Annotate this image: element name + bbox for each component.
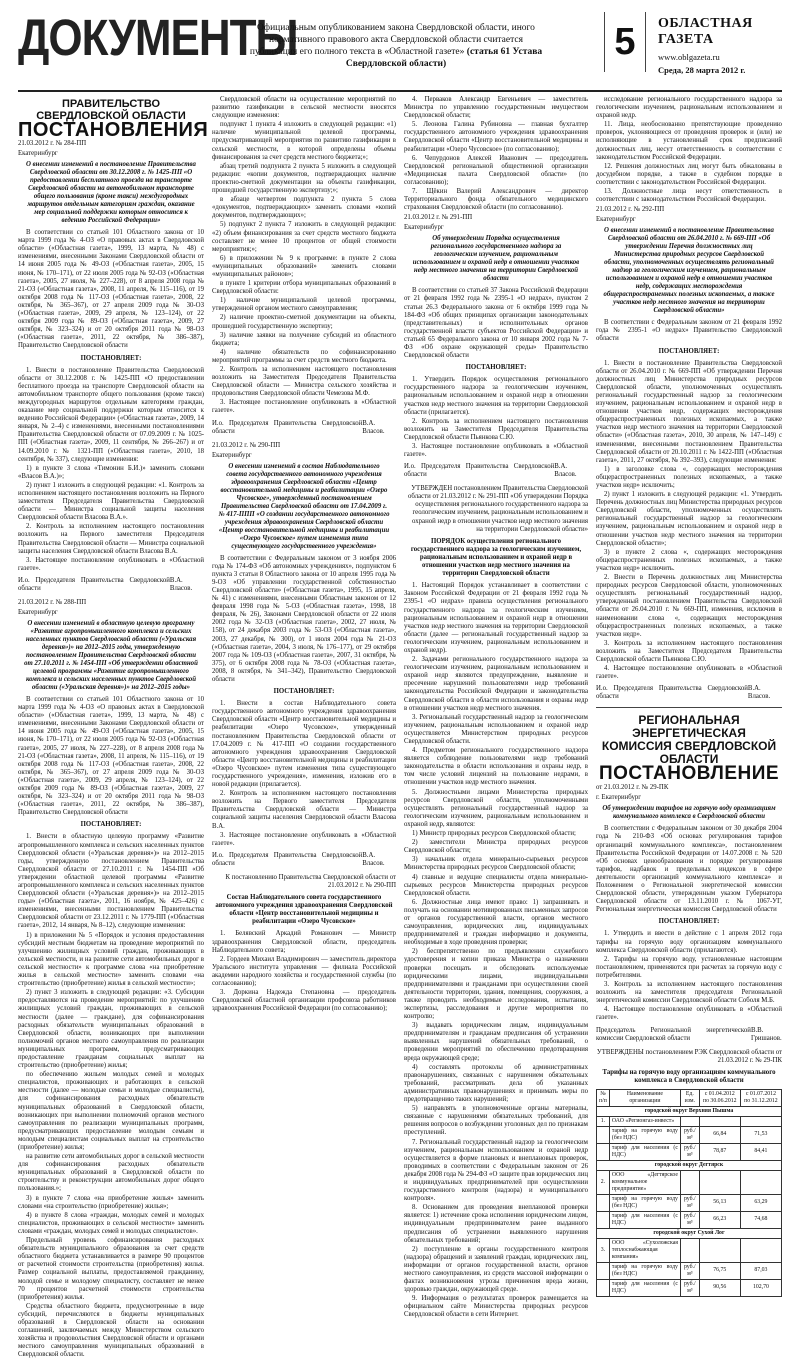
masthead <box>658 16 782 75</box>
paragraph: 1) в пункте 3 слова «Тимонин Б.И.)» заменить словами «Власов В.А.)»; <box>18 464 204 480</box>
table-cell: руб./м³ <box>680 1126 699 1143</box>
paragraph: 3) в пункте 7 слова «на приобретение жилья» заменить словами «на строительство (приобретение) жилья»; <box>18 1194 204 1210</box>
table-cell <box>597 1194 610 1211</box>
doc-title: О внесении изменений в постановление Правительства Свердловской области от 30.12.2008 г. № 1425-ПП «О предоставлении бесплатного проезда на транспорте Свердловской области на автомобильном транспорте общего пользования (кроме такси) междугородных маршрутов отдельным категориям граждан, оказание мер социальной поддержки которым относится к ведению Российской Федерации» <box>26 161 196 225</box>
table-cell: ОАО «Регионгаз-инвест» <box>609 1116 680 1126</box>
paragraph: 4) составлять протоколы об административных правонарушениях, связанных с нарушением обязательных требований, рассматривать дела об указанных административных правонарушениях и принимать меры по предотвращению таких нарушений; <box>404 1063 588 1104</box>
table-cell <box>680 1238 699 1262</box>
paragraph: 7. Щёкин Валерий Александрович — директор Территориального фонда обязательного медицинского страхования Свердловской области (по согласованию). <box>404 188 588 212</box>
table-cell <box>597 1279 610 1296</box>
paragraph: 2. Контроль за исполнением настоящего постановления возложить на Первого заместителя Председателя Правительства Свердловской области — Министра социальной защиты населения Свердловской области Власова В.А. <box>18 523 204 555</box>
table-cell: 84,41 <box>740 1143 781 1160</box>
table-cell: 71,53 <box>740 1126 781 1143</box>
paragraph: 4) главные и ведущие специалисты отдела минерально-сырьевых ресурсов Министерства природных ресурсов Свердловской области. <box>404 873 588 897</box>
tariff-table-body <box>597 1106 782 1296</box>
paragraph: подпункт 1 пункта 4 изложить в следующей редакции: «1) наличие муниципальной целевой программы, предусматривающей мероприятия по развитию газификации в сельской местности, в которой определены объемы финансирования за счет средств местного бюджета;»; <box>212 121 396 161</box>
paragraph: 3. Контроль за исполнением настоящего постановления возложить на заместителя председателя Региональной энергетической комиссии Свердловской области Соболя М.Б. <box>596 981 782 1005</box>
signature-name: В.А. Власов. <box>362 851 385 867</box>
signature-name: В.А. Власов. <box>362 419 385 435</box>
table-cell: ООО «Дегтярское коммунальное предприятие» <box>609 1170 680 1194</box>
table-cell: тариф для населения (с НДС) <box>609 1143 680 1160</box>
paragraph: абзац третий подпункта 2 пункта 5 изложить в следующей редакции: «копии документов, подтверждающих наличие проектно-сметной документации на объекты газификации, прошедшей государственную экспертизу;»; <box>212 162 396 195</box>
table-cell: 78,87 <box>699 1143 740 1160</box>
paragraph: 6. Чепурдонов Алексей Иванович — председатель Свердловской региональной общественной организации «Медицинская палата Свердловской области» (по согласованию); <box>404 154 588 186</box>
table-cell: тариф на горячую воду (без НДС) <box>609 1262 680 1279</box>
table-cell: 56,13 <box>699 1194 740 1211</box>
paragraph: 4) в пункте 8 слова «граждан, молодых семей и молодых специалистов, проживающих в сельской местности» заменить словами «граждан, молодых семей и молодых специалистов». <box>18 1211 204 1235</box>
table-cell: 2. <box>597 1170 610 1194</box>
table-cell: руб./м³ <box>680 1211 699 1228</box>
paragraph: 2. Контроль за исполнением настоящего постановления возложить на Заместителя Председателя Правительства Свердловской области Пьянкова С.Ю. <box>404 417 588 441</box>
paragraph: В соответствии с Федеральным законом от 30 декабря 2004 года № 210-ФЗ «Об основах регулирования тарифов организаций коммунального комплекса», постановлением Правительства Российской Федерации от 14.07.2008 г. № 520 «Об основах ценообразования и порядке регулирования тарифов, надбавок и предельных индексов в сфере деятельности организаций коммунального комплекса» и Положением о Региональной энергетической комиссии Свердловской области, утвержденным указом Губернатора Свердловской области от 13.11.2010 г. № 1067-УГ, Региональная энергетическая комиссия Свердловской области <box>596 825 782 914</box>
paragraph: 1) в заголовке слова «, содержащих месторождения общераспространенных полезных ископаемых, а также участков недр» исключить; <box>596 465 782 489</box>
paragraph: 2) пункт 1 изложить в следующей редакции: «1. Контроль за исполнением настоящего постановления возложить на Первого заместителя Председателя Правительства Свердловской области — Министра социальной защиты населения Свердловской области Власова В.А.». <box>18 481 204 522</box>
paragraph: по обеспечению жильем молодых семей и молодых специалистов, проживающих и работающих в сельской местности (далее — молодые семьи и молодые специалисты), для софинансирования расходных обязательств муниципальных образований в Свердловской области, возникающих при выполнении полномочий органов местного самоуправления по реализации муниципальных программ, предусматривающих предоставление молодым семьям и молодым специалистам социальных выплат на строительство (приобретение) жилья; <box>18 1071 204 1151</box>
paragraph: Средства областного бюджета, предусмотренные в виде субсидий, перечисляются в бюджеты муниципальных образований в Свердловской области на основании соглашений, заключаемых между Министерством сельского хозяйства и продовольствия Свердловской области и органами местного самоуправления муниципальных образований в Свердловской области. <box>18 1302 204 1359</box>
paragraph: на развитие сети автомобильных дорог в сельской местности для софинансирования расходных обязательств муниципальных образований в Свердловской области по строительству и реконструкции автомобильных дорог общего пользования.»; <box>18 1153 204 1193</box>
paragraph: 1. Утвердить Порядок осуществления регионального государственного надзора за геологическим изучением, рациональным использованием и охраной недр в отношении участков недр местного значения на территории Свердловской области (прилагается). <box>404 376 588 416</box>
paragraph: 3. Контроль за исполнением настоящего постановления возложить на Заместителя Председателя Правительства Свердловской области Пьянкова С.Ю. <box>596 639 782 663</box>
table-section-cell: городской округ Дегтярск <box>597 1160 782 1170</box>
doc-title: О внесении изменений в областную целевую программу «Развитие агропромышленного комплекса и сельских населенных пунктов Свердловской области («Уральская деревня»)» на 2012–2015 годы, утвержденную постановлением Правительства Свердловской области от 27.10.2011 г. № 1454-ПП «Об утверждении областной целевой программы «Развитие агропромышленного комплекса и сельских населенных пунктов Свердловской области («Уральская деревня»)» на 2012–2015 годы» <box>24 619 198 691</box>
paragraph: 1) наличие муниципальной целевой программы, утвержденной органом местного самоуправления; <box>212 297 396 313</box>
table-cell: тариф для населения (с НДС) <box>609 1279 680 1296</box>
paragraph: 7. Региональный государственный надзор за геологическим изучением, рациональным использованием и охраной недр осуществляется в форме плановых и внеплановых проверок, проводимых в соответствии с Федеральным законом от 26 декабря 2008 года № 294-ФЗ «О защите прав юридических лиц и индивидуальных предпринимателей при осуществлении государственного контроля (надзора) и муниципального контроля». <box>404 1138 588 1203</box>
paragraph: 5) подпункт 2 пункта 7 изложить в следующей редакции: «2) объем финансирования за счет средств местного бюджета составляет не менее 10 процентов от общей стоимости мероприятия;»; <box>212 221 396 253</box>
paragraph: 4. Настоящее постановление опубликовать в «Областной газете». <box>596 1006 782 1022</box>
signature-role: И.о. Председателя Правительства Свердловской области <box>212 419 363 435</box>
table-header: Ед. изм. <box>680 1089 699 1106</box>
table-title: Тарифы на горячую воду организациям коммунального комплекса в Свердловской области <box>602 1068 776 1084</box>
paragraph: 2. Контроль за исполнением настоящего постановления возложить на Заместителя Председателя Правительства Свердловской области — Министра сельского хозяйства и продовольствия Свердловской области Чемезова М.Ф. <box>212 366 396 398</box>
divider <box>596 707 782 708</box>
doc-city: Екатеринбург <box>404 224 444 232</box>
approval-note: УТВЕРЖДЕНЫ постановлением РЭК Свердловской области от 21.03.2012 г. № 29-ПК <box>596 1048 782 1064</box>
paragraph: 3. Настоящее постановление опубликовать в «Областной газете». <box>212 831 396 847</box>
paragraph: 6) в приложении № 9 к программе: в пункте 2 слова «муниципальных образований» заменить словами «муниципальных районов»; <box>212 254 396 278</box>
table-cell: руб./м³ <box>680 1279 699 1296</box>
paragraph: 2) беспрепятственно по предъявлении служебного удостоверения и копии приказа Министра о назначении проверки посещать и обследовать используемые юридическими лицами, индивидуальными предпринимателями и гражданами при осуществлении своей деятельности территории, здания, помещения, сооружения, а также проводить необходимые исследования, испытания, экспертизы, расследования и другие мероприятия по контролю; <box>404 948 588 1021</box>
table-row <box>597 1211 782 1228</box>
paragraph: 4. Настоящее постановление опубликовать в «Областной газете». <box>596 665 782 681</box>
paragraph: 3. Настоящее постановление опубликовать в «Областной газете». <box>212 399 396 415</box>
doc-number: 21.03.2012 г. № 284-ПП <box>18 140 87 148</box>
table-cell: 87,03 <box>740 1262 781 1279</box>
doc-city: Екатеринбург <box>596 216 636 224</box>
doc-city: Екатеринбург <box>18 150 58 158</box>
paragraph: В соответствии со статьей 101 Областного закона от 10 марта 1999 года № 4-ОЗ «О правовых актах в Свердловской области» («Областная газета», 1999, 13 марта, № 48) с изменениями, внесенными Законами Свердловской области от 14 июня 2005 года № 49-ОЗ («Областная газета», 2005, 15 июня, № 170–171), от 22 июля 2005 года № 92-ОЗ («Областная газета», 2005, 27 июля, № 227–228), от 8 апреля 2008 года № 21-ОЗ («Областная газета», 2008, 11 апреля, № 115–116), от 19 октября 2008 года № 117-ОЗ («Областная газета», 2008, 22 октября, № 365–367), от 27 апреля 2009 года № 30-ОЗ («Областная газета», 2009, 29 апреля, № 123–124), от 22 октября 2009 года № 89-ОЗ («Областная газета», 2009, 27 октября, № 323–324) и от 20 октября 2011 года № 98-ОЗ («Областная газета», 2011, 22 октября, № 386–387), Правительство Свердловской области <box>18 229 204 350</box>
table-row <box>597 1126 782 1143</box>
table-cell <box>597 1211 610 1228</box>
table-cell: 66,23 <box>699 1211 740 1228</box>
paragraph: 2) поступление в органы государственного контроля (надзора) обращений и заявлений граждан, юридических лиц, информации от органов государственной власти, органов местного самоуправления, из средств массовой информации о фактах возникновения угрозы причинения вреда жизни, здоровью граждан, окружающей среде. <box>404 1245 588 1294</box>
table-cell: 90,56 <box>699 1279 740 1296</box>
table-cell <box>699 1170 740 1194</box>
paragraph: 3) выдавать юридическим лицам, индивидуальным предпринимателям и гражданам предписания об устранении выявленных нарушений обязательных требований, о проведении мероприятий по обеспечению предотвращения вреда окружающей среде; <box>404 1022 588 1062</box>
paragraph: 1. Настоящий Порядок устанавливает в соответствии с Законом Российской Федерации от 21 февраля 1992 года № 2395-1 «О недрах» правила осуществления регионального государственного надзора за геологическим изучением, рациональным использованием и охраной недр в отношении участков недр местного значения на территории Свердловской области (далее — региональный государственный надзор за геологическим изучением, рациональным использованием и охраной недр). <box>404 582 588 654</box>
doc-number: 21.03.2012 г. № 288-ПП <box>18 598 87 606</box>
table-row <box>597 1116 782 1126</box>
decree-word: ПОСТАНОВЛЯЕТ: <box>658 347 720 355</box>
table-cell: руб./м³ <box>680 1194 699 1211</box>
publication-notice <box>246 22 546 70</box>
paragraph: 13. Должностные лица несут ответственность в соответствии с законодательством Российской Федерации. <box>596 188 782 204</box>
publication-notice-text: Официальным опубликованием закона Свердловской области, иного нормативного правового акта Свердловской области считается публикация его полного текста в «Областной газете» <box>249 23 535 57</box>
table-section-cell: городской округ Верхняя Пышма <box>597 1106 782 1116</box>
table-row <box>597 1160 782 1170</box>
table-header: № п/п <box>597 1089 610 1106</box>
signature <box>596 685 782 701</box>
paragraph: В соответствии со статьей 101 Областного закона от 10 марта 1999 года № 4-ОЗ «О правовых актах в Свердловской области» («Областная газета», 1999, 13 марта, № 48) с изменениями, внесенными Законами Свердловской области от 14 июня 2005 года № 49-ОЗ («Областная газета», 2005, 15 июня, № 170–171), от 22 июля 2005 года № 92-ОЗ («Областная газета», 2005, 27 июля, № 227–228), от 8 апреля 2008 года № 21-ОЗ («Областная газета», 2008, 11 апреля, № 115–116), от 19 октября 2008 года № 117-ОЗ («Областная газета», 2008, 22 октября, № 365–367), от 27 апреля 2009 года № 30-ОЗ («Областная газета», 2009, 29 апреля, № 123–124), от 22 октября 2009 года № 89-ОЗ («Областная газета», 2009, 27 октября, № 323–324) и от 20 октября 2011 года № 98-ОЗ («Областная газета», 2011, 22 октября, № 386–387), Правительство Свердловской области <box>18 695 204 817</box>
paragraph: 3) в пункте 2 слова «, содержащих месторождения общераспространенных полезных ископаемых, а также участков недр» исключить. <box>596 548 782 572</box>
doc-number: 21.03.2012 г. № 292-ПП <box>596 206 665 214</box>
paragraph: 5) направлять в уполномоченные органы материалы, связанные с нарушениями обязательных требований, для решения вопросов о возбуждении уголовных дел по признакам преступлений. <box>404 1105 588 1137</box>
decree-word: ПОСТАНОВЛЯЕТ: <box>80 354 142 362</box>
signature-name: В.А. Власов. <box>554 463 577 479</box>
paragraph: 4. Предметом регионального государственного надзора является соблюдение пользователями недр требований законодательства в области использования и охраны недр, в том числе условий лицензий на пользование недрами, в отношении участков недр местного значения. <box>404 747 588 787</box>
paragraph: 3) наличие заявки на получение субсидий из областного бюджета; <box>212 331 396 347</box>
table-row <box>597 1228 782 1238</box>
table-cell <box>680 1116 699 1126</box>
paragraph: 2) пункт 1 изложить в следующей редакции: «1. Утвердить Перечень должностных лиц Министерства природных ресурсов Свердловской области, уполномоченных осуществлять региональный государственный надзор за геологическим изучением, рациональным использованием и охраной недр в отношении участков недр местного значения на территории Свердловской области»; <box>596 491 782 547</box>
section-heading: ПОСТАНОВЛЕНИЯ <box>18 119 209 141</box>
table-cell <box>740 1238 781 1262</box>
paragraph: 1. Белявский Аркадий Романович — Министр здравоохранения Свердловской области, председатель Наблюдательного совета; <box>212 930 396 954</box>
doc-number: 21.03.2012 г. № 291-ПП <box>404 214 473 222</box>
government-name: ПРАВИТЕЛЬСТВО СВЕРДЛОВСКОЙ ОБЛАСТИ <box>36 98 186 122</box>
paper-name: ОБЛАСТНАЯ ГАЗЕТА <box>658 16 753 47</box>
doc-title: О внесении изменений в состав Наблюдательного совета государственного автономного учреждения здравоохранения Свердловской области «Центр восстановительной медицины и реабилитации «Озеро Чусовское», утвержденный постановлением Правительства Свердловской области от 17.04.2009 г. № 417-ППП «О создании государственного автономного учреждения здравоохранения Свердловской области «Центр восстановительной медицины и реабилитации «Озеро Чусовское» путем изменения типа существующего государственного учреждения» <box>218 462 390 550</box>
signature <box>596 1027 782 1043</box>
section-title: Состав Наблюдательного совета государственного автономного учреждения здравоохранения Свердловской области «Центр восстановительной медицины и реабилитации «Озеро Чусовское» <box>215 894 393 926</box>
paragraph: 2. Внести в Перечень должностных лиц Министерства природных ресурсов Свердловской области, уполномоченных осуществлять региональный государственный надзор, утвержденный постановлением Правительства Свердловской области от 26.04.2010 г. № 669-ПП, изменения, исключив в наименовании слова «, содержащих месторождения общераспространенных полезных ископаемых, а также участков недр». <box>596 574 782 638</box>
table-header: с 01.07.2012 по 31.12.2012 <box>740 1089 781 1106</box>
paragraph: 5. Должностными лицами Министерства природных ресурсов Свердловской области, уполномоченными осуществлять региональный государственный надзор за геологическим изучением, рациональным использованием и охраной недр, являются: <box>404 788 588 828</box>
signature <box>212 852 396 868</box>
paragraph: 12. Решения должностных лиц могут быть обжалованы в досудебном порядке, а также в судебном порядке в соответствии с законодательством Российской Федерации. <box>596 162 782 186</box>
paragraph: 1. Внести в постановление Правительства Свердловской области от 26.04.2010 г. № 669-ПП «Об утверждении Перечня должностных лиц Министерства природных ресурсов Свердловской области, уполномоченных осуществлять региональный государственный надзор за геологическим изучением, рациональным использованием и охраной недр в отношении участков недр, содержащих месторождения общераспространенных полезных ископаемых, а также участков недр местного значения на территории Свердловской области» («Областная газета», 2010, 30 апреля, № 147–149) с изменениями, внесенными постановлением Правительства Свердловской области от 20.10.2011 г. № 1422-ПП («Областная газета», 2011, 27 октября, № 392–393), следующие изменения: <box>596 359 782 464</box>
table-cell <box>699 1238 740 1262</box>
signature-role: И.о. Председателя Правительства Свердловской области <box>212 851 363 867</box>
doc-title: Об утверждении Порядка осуществления регионального государственного надзора за геологическим изучением, рациональным использованием и охраной недр в отношении участков недр местного значения на территории Свердловской области <box>412 235 580 283</box>
paper-url[interactable]: www.oblgazeta.ru <box>658 52 720 62</box>
paragraph: 2) наличие проектно-сметной документации на объекты, прошедшей государственную экспертизу; <box>212 314 396 330</box>
signature-name: В.А. Власов. <box>747 685 771 701</box>
signature-role: И.о. Председателя Правительства Свердловской области <box>596 685 748 701</box>
table-cell: 1. <box>597 1116 610 1126</box>
paragraph: 1. Утвердить и ввести в действие с 1 апреля 2012 года тарифы на горячую воду организациям коммунального комплекса Свердловской области (прилагаются). <box>596 930 782 954</box>
table-cell <box>699 1116 740 1126</box>
paragraph: 2. Тарифы на горячую воду, установленные настоящим постановлением, применяются при расчетах за горячую воду с потребителями. <box>596 955 782 979</box>
table-header: с 01.04.2012 по 30.06.2012 <box>699 1089 740 1106</box>
column-4 <box>596 96 782 1294</box>
paragraph: 1. Внести в областную целевую программу «Развитие агропромышленного комплекса и сельских населенных пунктов Свердловской области («Уральская деревня»)» на 2012–2015 годы, утвержденную постановлением Правительства Свердловской области от 27.10.2011 г. № 1454-ПП «Об утверждении областной целевой программы «Развитие агропромышленного комплекса и сельских населенных пунктов Свердловской области («Уральская деревня»)» на 2012–2015 годы» («Областная газета», 2011, 16 ноября, № 425–426) с изменениями, внесенными постановлением Правительства Свердловской области от 23.12.2011 г. № 1779-ПП («Областная газета», 2012, 14 января, № 8–12), следующие изменения: <box>18 833 204 930</box>
table-cell: 74,68 <box>740 1211 781 1228</box>
paragraph: 9. Информация о результатах проверок размещается на официальном сайте Министерства природных ресурсов Свердловской области в сети Интернет. <box>404 1295 588 1319</box>
paragraph: 2. Задачами регионального государственного надзора за геологическим изучением, рациональным использованием и охраной недр являются предупреждение, выявление и пресечение нарушений пользователями недр требований законодательства Российской Федерации и законодательства Свердловской области в области использования и охраны недр в отношении участков недр местного значения. <box>404 656 588 712</box>
table-row <box>597 1262 782 1279</box>
paragraph: 1. Внести в состав Наблюдательного совета государственного автономного учреждения здравоохранения Свердловской области «Центр восстановительной медицины и реабилитации «Озеро Чусовское», утвержденный постановлением Правительства Свердловской области от 17.04.2009 г. № 417-ПП «О создании государственного автономного учреждения здравоохранения Свердловской области «Центр восстановительной медицины и реабилитации «Озеро Чусовское» путем изменения типа существующего государственного учреждения», изменения, изложив его в новой редакции (прилагается). <box>212 700 396 789</box>
table-cell: 102,70 <box>740 1279 781 1296</box>
paragraph: 1. Внести в постановление Правительства Свердловской области от 30.12.2008 г. № 1425-ПП «О предоставлении бесплатного проезда на транспорте Свердловской области на автомобильном транспорте общего пользования (кроме такси) междугородных маршрутов отдельным категориям граждан, оказание мер социальной поддержки которым относится к ведению Российской Федерации» («Областная газета», 2009, 14 января, № 2–4) с изменениями, внесенными постановлениями Правительства Свердловской области от 07.09.2009 г. № 1025-ПП («Областная газета», 2009, 11 сентября, № 266–267) и от 14.09.2010 г. № 1321-ПП («Областная газета», 2010, 18 сентября, № 337), следующие изменения: <box>18 366 204 463</box>
signature-name: В.А. Власов. <box>169 576 193 592</box>
section-title: ПОРЯДОК осуществления регионального государственного надзора за геологическим изучением, рациональным использованием и охраной недр в отношении участков недр местного значения на территории Свердловской области <box>410 537 582 578</box>
table-header: Наименование организации <box>609 1089 680 1106</box>
commission-name: РЕГИОНАЛЬНАЯ ЭНЕРГЕТИЧЕСКАЯ КОМИССИЯ СВЕРДЛОВСКОЙ ОБЛАСТИ <box>601 713 777 767</box>
table-cell: тариф на горячую воду (без НДС) <box>609 1194 680 1211</box>
paragraph: Свердловской области на осуществление мероприятий по развитию газификации в сельской местности вносятся следующие изменения: <box>212 96 396 120</box>
page-number: 5 <box>604 12 646 72</box>
signature <box>18 577 204 593</box>
paragraph: 8. Основанием для проведения внеплановой проверки является: 1) истечение срока исполнения юридическим лицом, индивидуальным предпринимателем ранее выданного предписания об устранении выявленного нарушения обязательных требований; <box>404 1204 588 1244</box>
page-header <box>18 8 782 92</box>
commission-heading: ПОСТАНОВЛЕНИЕ <box>598 763 780 785</box>
approval-note: УТВЕРЖДЕН постановлением Правительства Свердловской области от 21.03.2012 г. № 291-ПП «Об утверждении Порядка осуществления регионального государственного надзора за геологическим изучением, рациональным использованием и охраной недр в отношении участков недр местного значения на территории Свердловской области» <box>408 485 588 533</box>
table-cell <box>597 1143 610 1160</box>
table-cell: 3. <box>597 1238 610 1262</box>
paragraph: 3) начальник отдела минерально-сырьевых ресурсов Министерства природных ресурсов Свердловской области; <box>404 856 588 872</box>
paragraph: 3. Настоящее постановление опубликовать в «Областной газете». <box>404 443 588 459</box>
paragraph: 1) Министр природных ресурсов Свердловской области; <box>412 830 576 838</box>
table-row <box>597 1194 782 1211</box>
table-row <box>597 1143 782 1160</box>
table-cell: ООО «Сухоложская теплоснабжающая компания» <box>609 1238 680 1262</box>
table-cell: тариф для населения (с НДС) <box>609 1211 680 1228</box>
signature-role: Председатель Региональной энергетической комиссии Свердловской области <box>596 1026 751 1042</box>
table-row <box>597 1238 782 1262</box>
table-cell: 66,84 <box>699 1126 740 1143</box>
paragraph: 2. Гордеев Михаил Владимирович — заместитель директора Уральского института управления — филиала Российской академии народного хозяйства и государственной службы (по согласованию); <box>212 955 396 987</box>
paragraph: В соответствии со статьей 37 Закона Российской Федерации от 21 февраля 1992 года № 2395-1 «О недрах», пунктом 2 статьи 26.3 Федерального закона от 6 октября 1999 года № 184-ФЗ «Об общих принципах организации законодательных (представительных) и исполнительных органов государственной власти субъектов Российской Федерации» и статьей 65 Федерального закона от 10 января 2002 года № 7-ФЗ «Об охране окружающей среды» Правительство Свердловской области <box>404 287 588 360</box>
signature <box>404 463 588 479</box>
doc-city: г. Екатеринбург <box>596 794 642 802</box>
signature-name: В.В. Гришанов. <box>750 1026 782 1042</box>
paragraph: в пункте 1 критерии отбора муниципальных образований в Свердловской области: <box>212 280 396 296</box>
signature <box>212 420 396 436</box>
paragraph: 3. Настоящее постановление опубликовать в «Областной газете». <box>18 556 204 572</box>
paragraph: 3. Региональный государственный надзор за геологическим изучением, рациональным использованием и охраной недр осуществляется Министерством природных ресурсов Свердловской области. <box>404 713 588 745</box>
signature-role: И.о. Председателя Правительства Свердловской области <box>404 463 555 479</box>
issue-date: Среда, 28 марта 2012 г. <box>658 65 746 75</box>
doc-number: от 21.03.2012 г. № 29-ПК <box>596 784 669 792</box>
table-cell: руб./м³ <box>680 1262 699 1279</box>
table-cell: 63,29 <box>740 1194 781 1211</box>
doc-number: 21.03.2012 г. № 290-ПП <box>212 441 281 449</box>
table-cell <box>597 1126 610 1143</box>
paragraph: 11. Лица, необоснованно препятствующие проведению проверок, уклоняющиеся от проведения проверок и (или) не исполняющие в установленный срок предписаний должностных лиц, несут ответственность в соответствии с законодательством Российской Федерации. <box>596 121 782 161</box>
table-cell <box>680 1170 699 1194</box>
signature-role: И.о. Председателя Правительства Свердловской области <box>18 576 170 592</box>
paragraph: 3. Доркина Надежда Степановна — председатель Свердловской областной организации профсоюза работников здравоохранения Российской Федерации (по согласованию); <box>212 989 396 1013</box>
table-row <box>597 1106 782 1116</box>
decree-word: ПОСТАНОВЛЯЕТ: <box>465 364 527 372</box>
paragraph: 5. Леонова Галина Рубиновна — главная бухгалтер государственного автономного учреждения здравоохранения Свердловской области «Центр восстановительной медицины и реабилитации «Озеро Чусовское» (по согласованию); <box>404 121 588 153</box>
paragraph: исследование регионального государственного надзора за геологическим изучением, рациональным использованием и охраной недр. <box>596 96 782 120</box>
table-row <box>597 1170 782 1194</box>
decree-word: ПОСТАНОВЛЯЕТ: <box>80 821 142 829</box>
decree-word: ПОСТАНОВЛЯЕТ: <box>273 688 335 696</box>
paragraph: 2) заместители Министра природных ресурсов Свердловской области; <box>404 839 588 855</box>
approval-note: К постановлению Правительства Свердловской области от 21.03.2012 г. № 290-ПП <box>225 873 396 889</box>
table-cell: тариф на горячую воду (без НДС) <box>609 1126 680 1143</box>
section-logo: ДОКУМЕНТЫ <box>18 10 298 67</box>
paragraph: Предельный уровень софинансирования расходных обязательств муниципального образования за счет средств областного бюджета устанавливается в размере 90 процентов от расчетной стоимости строительства (приобретения) жилья. Размер социальной выплаты, предоставляемой гражданину, молодой семье и молодому специалисту, составляет не менее 70 процентов расчетной стоимости строительства (приобретения) жилья. <box>18 1237 204 1301</box>
table-cell: руб./м³ <box>680 1143 699 1160</box>
paragraph: В соответствии с Федеральным законом от 3 ноября 2006 года № 174-ФЗ «Об автономных учреждениях», подпунктом 6 пункта 3 статьи 8 Областного закона от 10 апреля 1995 года № 9-ОЗ «Об управлении государственной собственностью Свердловской области» («Областная газета», 1995, 15 апреля, № 41) с изменениями, внесенными Областным законом от 12 февраля 1998 года № 5-ОЗ («Областная газета», 1998, 18 февраля, № 26), Законами Свердловской области от 22 июля 2002 года № 32-ОЗ («Областная газета», 2002, 27 июля, № 158), от 24 декабря 2003 года № 53-ОЗ («Областная газета», 2003, 27 декабря, № 300), от 1 июля 2004 года № 21-ОЗ («Областная газета», 2004, 3 июля, № 176–177), от 29 октября 2007 года № 109-ОЗ («Областная газета», 2007, 31 октября, № 375), от 6 октября 2008 года № 78-ОЗ («Областная газета», 2008, 8 октября, № 341–342), Правительство Свердловской области <box>212 554 396 683</box>
paragraph: В соответствии с Федеральным законом от 21 февраля 1992 года № 2395-1 «О недрах» Правительство Свердловской области <box>596 319 782 343</box>
publication-notice-bold: (статья 61 Устава Свердловской области) <box>345 47 543 69</box>
table-cell <box>740 1170 781 1194</box>
doc-title: Об утверждении тарифов на горячую воду организациям коммунального комплекса в Свердловской области <box>602 805 776 821</box>
table-cell <box>740 1116 781 1126</box>
table-cell: 76,75 <box>699 1262 740 1279</box>
paragraph: 6. Должностные лица имеют право: 1) запрашивать и получать на основании мотивированных письменных запросов от органов государственной власти, органов местного самоуправления, юридических лиц, индивидуальных предпринимателей и граждан информацию и документы, необходимые в ходе проведения проверки; <box>404 898 588 947</box>
table-row <box>597 1279 782 1296</box>
column-3 <box>404 96 588 1319</box>
table-section-cell: городской округ Сухой Лог <box>597 1228 782 1238</box>
table-header-row <box>597 1089 782 1106</box>
paragraph: 4) наличие обязательств по софинансированию мероприятий программы за счет средств местного бюджета. <box>212 348 396 364</box>
decree-word: ПОСТАНОВЛЯЕТ: <box>658 918 720 926</box>
column-2 <box>212 96 396 1096</box>
doc-city: Екатеринбург <box>18 608 58 616</box>
column-1 <box>18 96 209 1359</box>
tariff-table <box>596 1089 782 1297</box>
table-cell <box>597 1262 610 1279</box>
doc-city: Екатеринбург <box>212 451 252 459</box>
paragraph: 2) пункт 3 изложить в следующей редакции: «3. Субсидии предоставляются на проведение мероприятий: по улучшению жилищных условий граждан, проживающих в сельской местности (далее — граждане), для софинансирования расходных обязательств муниципальных образований в Свердловской области, возникающих при выполнении полномочий органов местного самоуправления по реализации муниципальных программ, предусматривающих предоставление гражданам социальных выплат на строительство (приобретение) жилья; <box>18 989 204 1070</box>
paragraph: в абзаце четвертом подпункта 2 пункта 5 слова «документов, подтверждающих» заменить словами «копий документов, подтверждающих»; <box>212 196 396 220</box>
paragraph: 1) в приложении № 5 «Порядок и условия предоставления субсидий местным бюджетам на проведение мероприятий по улучшению жилищных условий граждан, проживающих в сельской местности, и на развитие сети автомобильных дорог в сельской местности» к программе слова «на приобретение жилья в сельской местности» заменить словами «на строительство (приобретение) жилья в сельской местности»; <box>18 931 204 988</box>
paragraph: 4. Перваков Александр Евгеньевич — заместитель Министра по управлению государственным имуществом Свердловской области; <box>404 96 588 120</box>
doc-title: О внесении изменений в постановление Правительства Свердловской области от 26.04.2010 г. № 669-ПП «Об утверждении Перечня должностных лиц Министерства природных ресурсов Свердловской области, уполномоченных осуществлять региональный надзор за геологическим изучением, рациональным использованием и охраной недр в отношении участков недр, содержащих месторождения общераспространенных полезных ископаемых, а также участков недр местного значения на территории Свердловской области» <box>603 227 775 315</box>
paragraph: 2. Контроль за исполнением настоящего постановления возложить на Первого заместителя Председателя Правительства Свердловской области — Министра социальной защиты населения Свердловской области Власова В.А. <box>212 790 396 830</box>
